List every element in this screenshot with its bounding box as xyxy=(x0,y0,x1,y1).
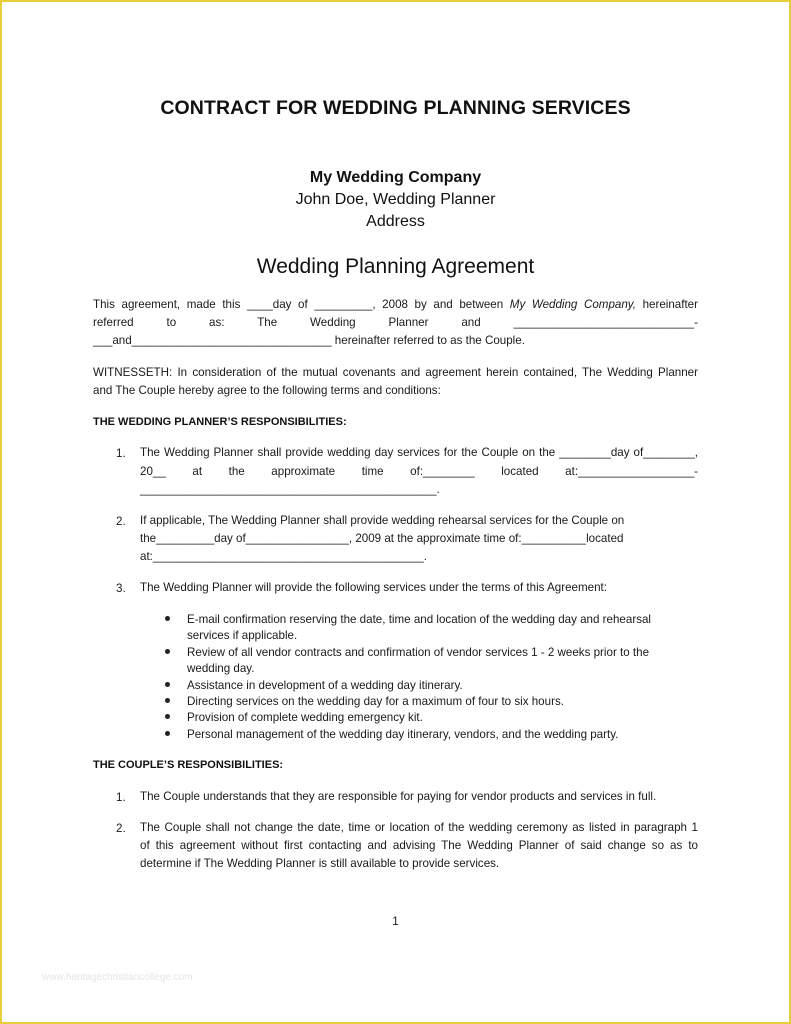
planner-responsibilities-heading: THE WEDDING PLANNER’S RESPONSIBILITIES: xyxy=(93,416,347,428)
planner-name: John Doe, Wedding Planner xyxy=(295,191,496,208)
couple-item-1-line-1: The Couple understands that they are responsible for paying for vendor products and services in full. xyxy=(140,790,657,803)
planner-item-3-number: 3. xyxy=(116,582,126,595)
couple-responsibilities-heading: THE COUPLE’S RESPONSIBILITIES: xyxy=(93,759,284,771)
bullet-icon xyxy=(165,731,170,736)
service-5-line-1: Provision of complete wedding emergency kit. xyxy=(187,711,423,724)
watermark-text: www.heritagechristiancollege.com xyxy=(42,972,193,983)
couple-item-2-line-3: determine if The Wedding Planner is still available to provide services. xyxy=(140,857,500,870)
intro-line-1 xyxy=(93,296,698,314)
planner-item-1-number: 1. xyxy=(116,447,126,460)
couple-item-2-number: 2. xyxy=(116,822,126,835)
document-title: CONTRACT FOR WEDDING PLANNING SERVICES xyxy=(160,97,631,119)
planner-item-2-line-1: If applicable, The Wedding Planner shall provide wedding rehearsal services for the Couple on xyxy=(140,514,625,527)
planner-item-1-line-1: The Wedding Planner shall provide wedding day services for the Couple on the ________day of________, xyxy=(140,446,698,459)
couple-item-1-number: 1. xyxy=(116,791,126,804)
company-address: Address xyxy=(366,213,425,230)
planner-item-1-line-3: ______________________________________________. xyxy=(140,483,440,496)
planner-item-2-line-2: the_________day of________________, 2009 at the approximate time of:__________located xyxy=(140,532,624,545)
service-3-line-1: Assistance in development of a wedding day itinerary. xyxy=(187,679,463,692)
bullet-icon xyxy=(165,682,170,687)
planner-item-3-line-1: The Wedding Planner will provide the following services under the terms of this Agreement: xyxy=(140,581,607,594)
service-2-line-1: Review of all vendor contracts and confirmation of vendor services 1 - 2 weeks prior to the xyxy=(187,646,650,659)
couple-item-2-line-2: of this agreement without first contacting and advising The Wedding Planner of said change so as to xyxy=(140,839,698,852)
service-6-line-1: Personal management of the wedding day itinerary, vendors, and the wedding party. xyxy=(187,728,619,741)
service-1-line-2: services if applicable. xyxy=(187,629,298,642)
agreement-title: Wedding Planning Agreement xyxy=(256,255,535,278)
company-name: My Wedding Company xyxy=(309,169,482,186)
planner-item-1-line-2: 20__ at the approximate time of:________ located at:__________________- xyxy=(140,465,698,478)
bullet-icon xyxy=(165,714,170,719)
witnesseth-line-1: WITNESSETH: In consideration of the mutual covenants and agreement herein contained, The Wedding Planner xyxy=(93,366,698,379)
service-2-line-2: wedding day. xyxy=(187,662,255,675)
bullet-icon xyxy=(165,649,170,654)
bullet-icon xyxy=(165,698,170,703)
intro-line-1-b: hereinafter xyxy=(635,298,698,311)
bullet-icon xyxy=(165,616,170,621)
intro-company-name: My Wedding Company, xyxy=(509,298,636,311)
intro-line-1-a: This agreement, made this ____day of _________, 2008 by and between xyxy=(93,298,510,311)
page-number: 1 xyxy=(392,915,399,928)
service-4-line-1: Directing services on the wedding day for a maximum of four to six hours. xyxy=(187,695,564,708)
intro-line-3: ___and_______________________________ hereinafter referred to as the Couple. xyxy=(93,334,525,347)
witnesseth-line-2: and The Couple hereby agree to the following terms and conditions: xyxy=(93,384,441,397)
intro-line-2: referred to as: The Wedding Planner and ____________________________- xyxy=(93,316,698,329)
service-1-line-1: E-mail confirmation reserving the date, time and location of the wedding day and rehearsal xyxy=(187,613,652,626)
couple-item-2-line-1: The Couple shall not change the date, time or location of the wedding ceremony as listed in paragraph 1 xyxy=(140,821,698,834)
planner-item-2-number: 2. xyxy=(116,515,126,528)
planner-item-2-line-3: at:__________________________________________. xyxy=(140,550,427,563)
